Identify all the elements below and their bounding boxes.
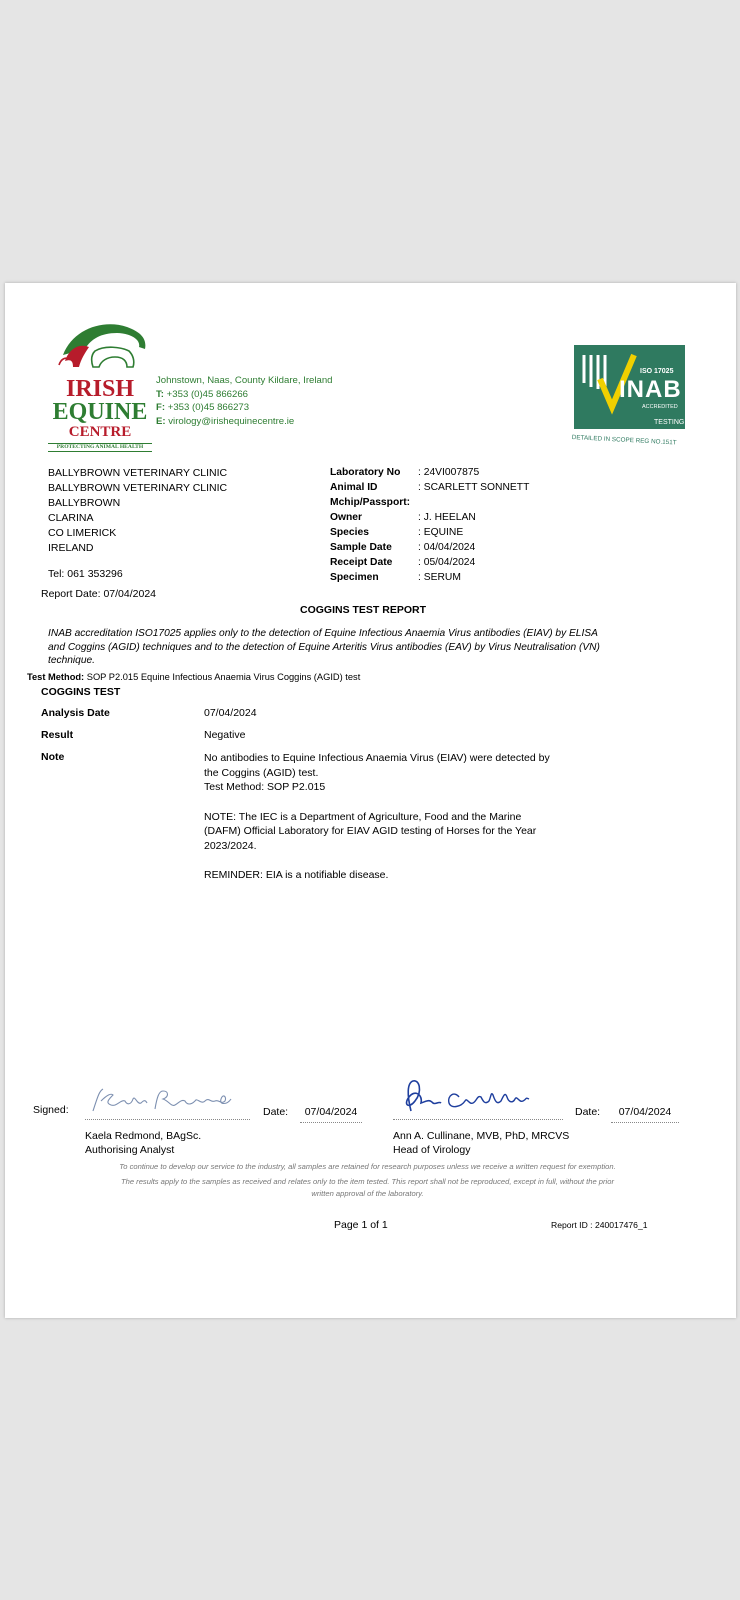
signature-1-date: 07/04/2024 <box>300 1105 362 1123</box>
signed-label: Signed: <box>33 1104 69 1116</box>
accreditation-note-line: and Coggins (AGID) techniques and to the detection of Equine Arteritis Virus antibodies (EAV) by Virus Neutralisation (VN) <box>48 641 600 653</box>
signature-2-image <box>393 1075 563 1115</box>
irish-equine-centre-logo <box>45 321 155 457</box>
footer-line: written approval of the laboratory. <box>311 1189 424 1198</box>
inab-testing-label: TESTING <box>654 419 685 426</box>
detail-row: Animal ID : SCARLETT SONNETT <box>330 482 530 493</box>
detail-row: Specimen : SERUM <box>330 572 461 583</box>
lab-phone: T: +353 (0)45 866266 <box>156 388 249 400</box>
page-number: Page 1 of 1 <box>334 1219 388 1231</box>
analysis-date-row: Analysis Date 07/04/2024 <box>41 707 257 719</box>
test-method-header: Test Method: SOP P2.015 Equine Infectious Anaemia Virus Coggins (AGID) test <box>27 672 361 682</box>
result-row: Result Negative <box>41 729 246 741</box>
logo-word-centre: CENTRE <box>68 424 132 440</box>
client-line: CLARINA <box>48 512 94 524</box>
lab-address: Johnstown, Naas, County Kildare, Ireland <box>156 375 333 386</box>
lab-fax: F: +353 (0)45 866273 <box>156 402 250 413</box>
signature-1-line <box>85 1091 250 1120</box>
accreditation-note <box>48 627 600 668</box>
client-address <box>48 466 227 556</box>
signature-2-date: 07/04/2024 <box>611 1105 679 1123</box>
signature-2-title: Head of Virology <box>393 1144 471 1156</box>
note-text <box>204 751 550 883</box>
note-spacer <box>204 853 550 868</box>
client-line: IRELAND <box>48 542 94 554</box>
signature-2-line <box>393 1091 563 1120</box>
logo-word-equine: EQUINE <box>52 399 148 425</box>
report-title: COGGINS TEST REPORT <box>299 604 426 616</box>
footer-line: The results apply to the samples as received and relates only to the item tested. This report shall not be reproduced, except in full, without the prior <box>120 1177 614 1186</box>
inab-scope-label: DETAILED IN SCOPE REG NO.151T <box>571 434 677 447</box>
footer-line: To continue to develop our service to the industry, all samples are retained for research purposes unless we receive a written request for exemption. <box>119 1162 616 1171</box>
detail-row: Receipt Date : 05/04/2024 <box>330 557 476 568</box>
note-row: Note No antibodies to Equine Infectious Anaemia Virus (EIAV) were detected by the Coggins (AGID) test. Test Method: SOP P2.015 NOTE: The IEC is a Department of Agriculture, Food and the Marine (DAFM) Official Laboratory for EIAV AGID testing of Horses for the Year 2023/2024. REMINDER: EIA is a notifiable disease. <box>41 751 550 881</box>
detail-row: Species : EQUINE <box>330 527 464 538</box>
inab-accreditation-badge <box>570 341 690 451</box>
logo-word-irish: IRISH <box>65 376 135 402</box>
signature-2-date-label: Date: <box>575 1106 601 1118</box>
note-line: No antibodies to Equine Infectious Anaemia Virus (EIAV) were detected by <box>204 752 550 764</box>
lab-email: E: virology@irishequinecentre.ie <box>156 415 295 427</box>
client-line: BALLYBROWN VETERINARY CLINIC <box>48 482 228 494</box>
signature-1-date-label: Date: <box>263 1106 289 1118</box>
note-line: REMINDER: EIA is a notifiable disease. <box>204 869 389 881</box>
detail-row: Laboratory No : 24VI007875 <box>330 467 480 478</box>
note-line: NOTE: The IEC is a Department of Agriculture, Food and the Marine <box>204 810 522 823</box>
detail-row: Sample Date : 04/04/2024 <box>330 542 476 553</box>
detail-row: Owner : J. HEELAN <box>330 512 476 523</box>
signature-2-name: Ann A. Cullinane, MVB, PhD, MRCVS <box>393 1130 570 1142</box>
results-section <box>41 707 550 883</box>
client-line: CO LIMERICK <box>48 527 117 539</box>
client-line: BALLYBROWN VETERINARY CLINIC <box>48 467 228 479</box>
footer-disclaimer <box>45 1161 690 1200</box>
report-page <box>5 283 736 1318</box>
section-title: COGGINS TEST <box>41 686 121 698</box>
note-line: (DAFM) Official Laboratory for EIAV AGID testing of Horses for the Year <box>204 825 537 837</box>
inab-name: INAB <box>619 376 682 403</box>
note-line: 2023/2024. <box>204 839 257 852</box>
signature-1-image <box>85 1085 250 1115</box>
client-line: BALLYBROWN <box>48 497 121 509</box>
lab-contact <box>156 374 333 428</box>
inab-accredited-label: ACCREDITED <box>642 404 678 410</box>
accreditation-note-line: technique. <box>48 655 96 666</box>
inab-iso-label: ISO 17025 <box>640 368 674 375</box>
logo-tagline: PROTECTING ANIMAL HEALTH <box>48 443 152 452</box>
sample-details <box>330 467 529 587</box>
report-id: Report ID : 240017476_1 <box>551 1220 648 1230</box>
accreditation-note-line: INAB accreditation ISO17025 applies only to the detection of Equine Infectious Anaemia Virus antibodies (EIAV) by ELISA <box>48 628 598 639</box>
horse-logo-icon <box>55 321 155 379</box>
detail-row: Mchip/Passport: <box>330 497 411 508</box>
signature-1-title: Authorising Analyst <box>85 1144 175 1156</box>
note-spacer <box>204 795 550 810</box>
client-tel: Tel: 061 353296 <box>48 568 123 580</box>
signature-1-name: Kaela Redmond, BAgSc. <box>85 1130 202 1142</box>
report-date: Report Date: 07/04/2024 <box>41 588 156 600</box>
note-line: Test Method: SOP P2.015 <box>204 781 326 793</box>
note-line: the Coggins (AGID) test. <box>204 766 319 779</box>
